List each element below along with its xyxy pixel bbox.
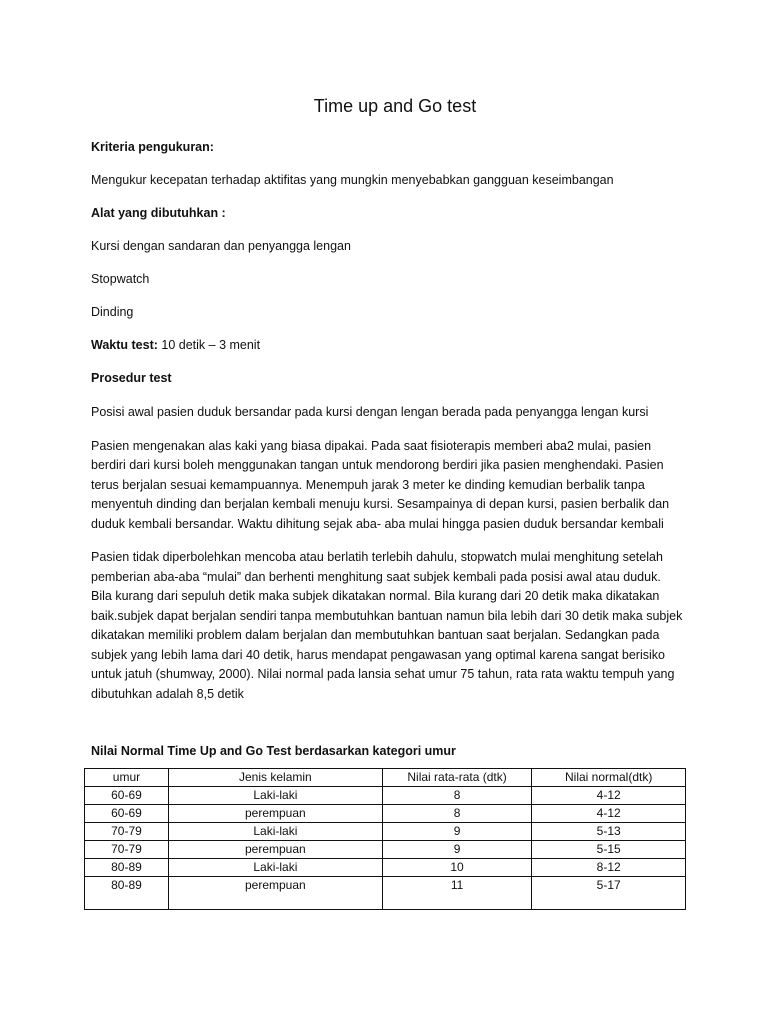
table-title: Nilai Normal Time Up and Go Test berdasarkan kategori umur	[91, 744, 456, 758]
header-jenis-kelamin: Jenis kelamin	[168, 769, 382, 787]
table-row	[85, 841, 686, 859]
cell-umur: 80-89	[85, 859, 169, 877]
alat-item: Kursi dengan sandaran dan penyangga lengan	[91, 239, 351, 253]
cell-umur: 60-69	[85, 805, 169, 823]
cell-jenis-kelamin: perempuan	[168, 805, 382, 823]
document-title: Time up and Go test	[313, 96, 477, 116]
header-nilai-rata-rata: Nilai rata-rata (dtk)	[382, 769, 532, 787]
prosedur-heading: Prosedur test	[91, 371, 172, 385]
kriteria-text: Mengukur kecepatan terhadap aktifitas yang mungkin menyebabkan gangguan keseimbangan	[91, 173, 614, 187]
cell-nilai-rata-rata: 9	[382, 823, 532, 841]
header-nilai-normal: Nilai normal(dtk)	[532, 769, 686, 787]
cell-nilai-rata-rata: 9	[382, 841, 532, 859]
prosedur-paragraph: Posisi awal pasien duduk bersandar pada kursi dengan lengan berada pada penyangga lengan kursi	[91, 405, 649, 419]
cell-jenis-kelamin: Laki-laki	[168, 859, 382, 877]
cell-umur: 80-89	[85, 877, 169, 910]
document-page	[91, 96, 691, 910]
cell-umur: 70-79	[85, 841, 169, 859]
section-spacer	[91, 718, 691, 744]
header-umur: umur	[85, 769, 169, 787]
table-row	[85, 805, 686, 823]
table-header-row	[85, 769, 686, 787]
table-row	[85, 823, 686, 841]
cell-jenis-kelamin: perempuan	[168, 877, 382, 910]
alat-heading: Alat yang dibutuhkan :	[91, 206, 226, 220]
prosedur-paragraph: Pasien mengenakan alas kaki yang biasa dipakai. Pada saat fisioterapis memberi aba2 mulai, pasien berdiri dari kursi boleh menggunakan tangan untuk mendorong berdiri jika pasien menghendaki. Pasien terus berjalan sesuai kemampuannya. Menempuh jarak 3 meter ke dinding kemudian berbalik tanpa menyentuh dinding dan berjalan kembali menuju kursi. Sesampainya di depan kursi, pasien berbalik dan duduk kembali bersandar. Waktu dihitung sejak aba- aba mulai hingga pasien duduk bersandar kembali	[91, 438, 670, 531]
cell-nilai-rata-rata: 8	[382, 787, 532, 805]
cell-nilai-normal: 5-13	[532, 823, 686, 841]
normal-values-table	[84, 768, 686, 910]
cell-nilai-normal: 5-15	[532, 841, 686, 859]
cell-jenis-kelamin: perempuan	[168, 841, 382, 859]
cell-nilai-normal: 4-12	[532, 787, 686, 805]
cell-umur: 60-69	[85, 787, 169, 805]
table-row	[85, 877, 686, 910]
cell-nilai-normal: 5-17	[532, 877, 686, 910]
cell-jenis-kelamin: Laki-laki	[168, 823, 382, 841]
waktu-test-line	[91, 337, 691, 354]
cell-umur: 70-79	[85, 823, 169, 841]
cell-jenis-kelamin: Laki-laki	[168, 787, 382, 805]
cell-nilai-rata-rata: 8	[382, 805, 532, 823]
table-row	[85, 787, 686, 805]
cell-nilai-normal: 4-12	[532, 805, 686, 823]
cell-nilai-rata-rata: 10	[382, 859, 532, 877]
alat-item: Stopwatch	[91, 272, 150, 286]
cell-nilai-normal: 8-12	[532, 859, 686, 877]
prosedur-paragraph: Pasien tidak diperbolehkan mencoba atau berlatih terlebih dahulu, stopwatch mulai menghitung setelah pemberian aba-aba “mulai” dan berhenti menghitung saat subjek kembali pada posisi awal atau duduk. Bila kurang dari sepuluh detik maka subjek dikatakan normal. Bila kurang dari 20 detik maka dikatakan baik.subjek dapat berjalan sendiri tanpa membutuhkan bantuan namun bila lebih dari 30 detik maka subjek dikatakan memiliki problem dalam berjalan dan membutuhkan bantuan saat berjalan. Sedangkan pada subjek yang lebih lama dari 40 detik, harus mendapat pengawasan yang optimal karena sangat berisiko untuk jatuh (shumway, 2000). Nilai normal pada lansia sehat umur 75 tahun, rata rata waktu tempuh yang dibutuhkan adalah 8,5 detik	[91, 550, 683, 701]
waktu-test-label: Waktu test:	[91, 338, 158, 352]
waktu-test-value: 10 detik – 3 menit	[161, 338, 261, 352]
table-row	[85, 859, 686, 877]
alat-item: Dinding	[91, 305, 134, 319]
cell-nilai-rata-rata: 11	[382, 877, 532, 910]
kriteria-heading: Kriteria pengukuran:	[91, 140, 214, 154]
